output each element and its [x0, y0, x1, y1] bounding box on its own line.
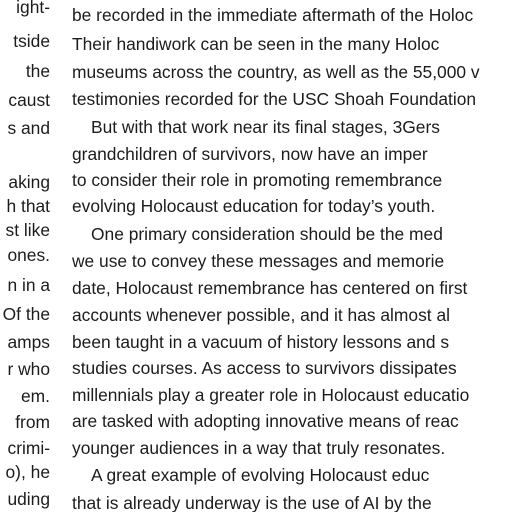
right-line: Their handiwork can be seen in the many Holoc	[72, 34, 440, 54]
right-line: accounts whenever possible, and it has almost al	[72, 305, 450, 325]
left-line: tside	[13, 31, 50, 51]
right-line: be recorded in the immediate aftermath of the Holoc	[72, 5, 474, 25]
left-line: em.	[21, 386, 50, 406]
left-line: Of the	[2, 304, 50, 324]
left-line: the	[25, 61, 50, 81]
right-line: been taught in a vacuum of history lessons and s	[72, 332, 450, 352]
right-text-column	[72, 0, 512, 512]
left-line: n in a	[7, 275, 50, 295]
paragraph-first-line: But with that work near its final stages, 3Gers	[91, 117, 440, 137]
left-line: crimi-	[7, 438, 50, 458]
right-line: date, Holocaust remembrance has centered on first	[72, 278, 468, 298]
paragraph-first-line: A great example of evolving Holocaust educ	[91, 465, 430, 485]
right-line: studies courses. As access to survivors dissipates	[72, 358, 457, 378]
left-line: st like	[5, 220, 50, 240]
right-line: younger audiences in a way that truly resonates.	[72, 438, 446, 458]
right-line: we use to convey these messages and memorie	[72, 251, 445, 271]
left-line: uding	[7, 489, 50, 509]
left-text-column	[0, 0, 50, 512]
left-line: caust	[8, 90, 50, 110]
left-line: ight-	[16, 0, 50, 17]
left-line: r who	[7, 359, 50, 379]
right-line: testimonies recorded for the USC Shoah Foundation	[72, 89, 477, 109]
right-line: museums across the country, as well as the 55,000 v	[72, 62, 480, 82]
left-line: ones.	[7, 245, 50, 265]
right-line: to consider their role in promoting remembrance	[72, 170, 443, 190]
right-line: are tasked with adopting innovative means of reac	[72, 411, 459, 431]
left-line: amps	[7, 332, 50, 352]
left-line: o), he	[5, 462, 50, 482]
right-line: evolving Holocaust education for today’s youth.	[72, 196, 436, 216]
paragraph-first-line: One primary consideration should be the med	[91, 224, 443, 244]
right-line: millennials play a greater role in Holocaust educatio	[72, 385, 470, 405]
right-line: that is already underway is the use of AI by the	[72, 493, 432, 512]
left-line: h that	[6, 196, 50, 216]
right-line: grandchildren of survivors, now have an imper	[72, 144, 428, 164]
left-line: aking	[8, 172, 50, 192]
left-line: s and	[7, 118, 50, 138]
left-line: from	[15, 412, 50, 432]
